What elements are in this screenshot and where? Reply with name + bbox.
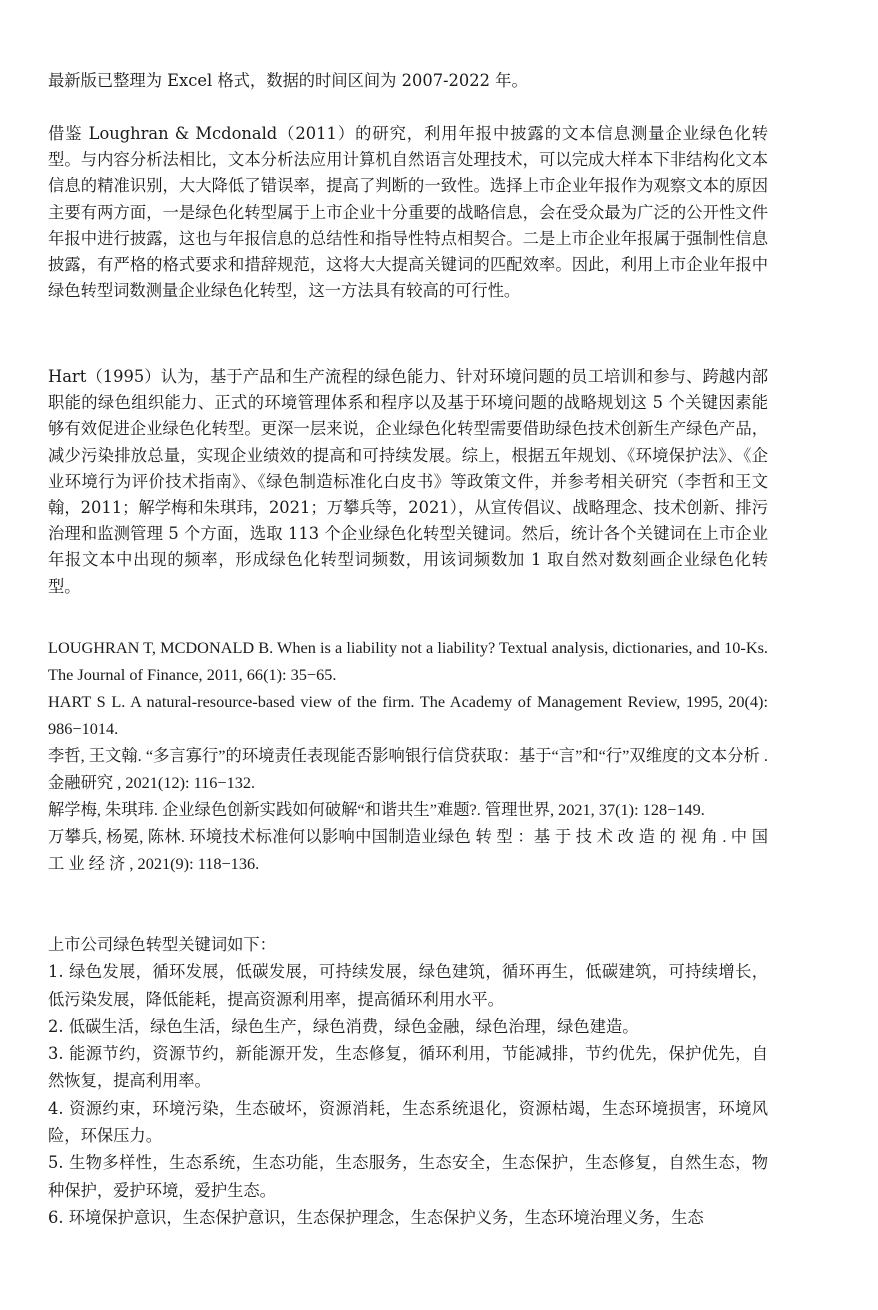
reference-item: HART S L. A natural-resource-based view of the firm. The Academy of Management Review, 1995, 20(4): 986−1014. xyxy=(48,692,768,738)
reference-item: 万攀兵, 杨冕, 陈林. 环境技术标准何以影响中国制造业绿色 转 型 ：基 于 技 术 改 造 的 视 角 . 中 国 工 业 经 济 , 2021(9): 118−136. xyxy=(48,827,768,873)
intro-text: 最新版已整理为 Excel 格式，数据的时间区间为 2007-2022 年。 xyxy=(48,71,528,90)
keyword-item: 1. 绿色发展，循环发展，低碳发展，可持续发展，绿色建筑，循环再生，低碳建筑，可持续增长，低污染发展，降低能耗，提高资源利用率，提高循环利用水平。 xyxy=(48,962,768,1009)
reference-list xyxy=(48,634,768,877)
keyword-item: 3. 能源节约，资源节约，新能源开发，生态修复，循环利用，节能减排，节约优先，保护优先，自然恢复，提高利用率。 xyxy=(48,1044,768,1091)
keyword-section xyxy=(48,931,768,1231)
keyword-item: 5. 生物多样性，生态系统，生态功能，生态服务，生态安全，生态保护，生态修复，自然生态，物种保护，爱护环境，爱护生态。 xyxy=(48,1153,768,1200)
reference-item: 解学梅, 朱琪玮. 企业绿色创新实践如何破解“和谐共生”难题?. 管理世界, 2021, 37(1): 128−149. xyxy=(48,800,705,819)
keyword-item: 2. 低碳生活，绿色生活，绿色生产，绿色消费，绿色金融，绿色治理，绿色建造。 xyxy=(48,1016,639,1036)
reference-item: 李哲, 王文翰. “多言寡行”的环境责任表现能否影响银行信贷获取：基于“言”和“行”双维度的文本分析 . 金融研究 , 2021(12): 116−132. xyxy=(48,746,768,792)
method-paragraph: 借鉴 Loughran & Mcdonald（2011）的研究，利用年报中披露的文本信息测量企业绿色化转型。与内容分析法相比，文本分析法应用计算机自然语言处理技术，可以完成大样本下非结构化文本信息的精准识别，大大降低了错误率，提高了判断的一致性。选择上市企业年报作为观察文本的原因主要有两方面，一是绿色化转型属于上市企业十分重要的战略信息，会在受众最为广泛的公开性文件年报中进行披露，这也与年报信息的总结性和指导性特点相契合。二是上市企业年报属于强制性信息披露，有严格的格式要求和措辞规范，这将大大提高关键词的匹配效率。因此，利用上市企业年报中绿色转型词数测量企业绿色化转型，这一方法具有较高的可行性。 xyxy=(48,124,768,301)
keyword-item: 4. 资源约束，环境污染，生态破坏，资源消耗，生态系统退化，资源枯竭，生态环境损害，环境风险，环保压力。 xyxy=(48,1098,768,1146)
reference-item: LOUGHRAN T, MCDONALD B. When is a liability not a liability? Textual analysis, dictionaries, and 10-Ks. The Journal of Finance, 2011, 66(1): 35−65. xyxy=(48,638,768,684)
hart-paragraph: Hart（1995）认为，基于产品和生产流程的绿色能力、针对环境问题的员工培训和参与、跨越内部职能的绿色组织能力、正式的环境管理体系和程序以及基于环境问题的战略规划这 5 个关键因素能够有效促进企业绿色化转型。更深一层来说，企业绿色化转型需要借助绿色技术创新生产绿色产品，减少污染排放总量，实现企业绩效的提高和可持续发展。综上，根据五年规划、《环境保护法》、《企业环境行为评价技术指南》、《绿色制造标准化白皮书》等政策文件，并参考相关研究（李哲和王文翰，2011；解学梅和朱琪玮，2021；万攀兵等，2021），从宣传倡议、战略理念、技术创新、排污治理和监测管理 5 个方面，选取 113 个企业绿色化转型关键词。然后，统计各个关键词在上市企业年报文本中出现的频率，形成绿色化转型词频数，用该词频数加 1 取自然对数刻画企业绿色化转型。 xyxy=(48,367,768,596)
keyword-heading: 上市公司绿色转型关键词如下： xyxy=(48,935,276,954)
keyword-item: 6. 环境保护意识，生态保护意识，生态保护理念，生态保护义务，生态环境治理义务，生态 xyxy=(48,1207,704,1227)
